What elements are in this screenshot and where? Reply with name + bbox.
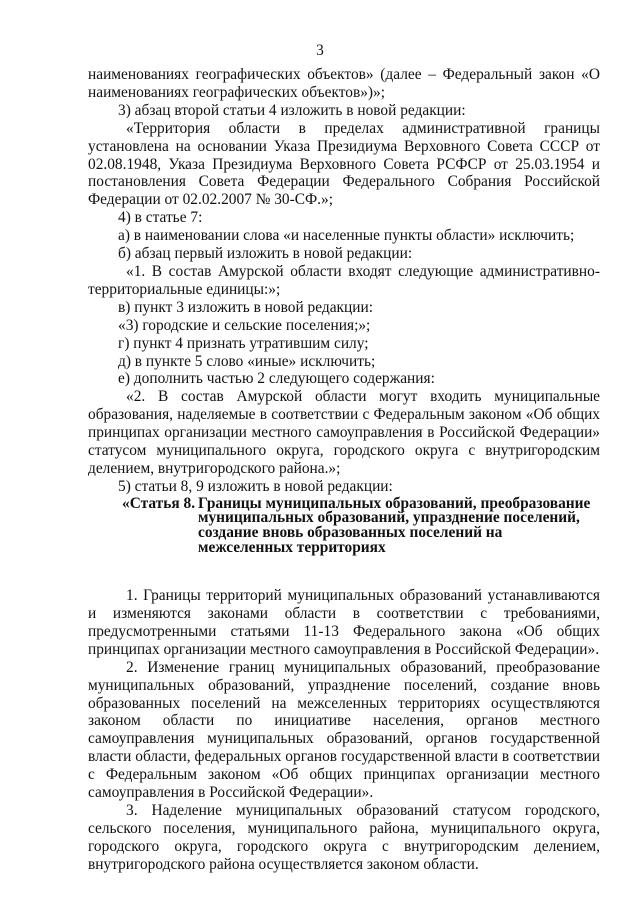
article-8-heading: [88, 494, 600, 556]
text-line: наименованиях географических объектов»)»;: [88, 83, 386, 101]
text-line: 3) абзац второй статьи 4 изложить в новой редакции:: [118, 101, 466, 119]
page-number: 3: [316, 42, 324, 59]
spacer: [88, 555, 600, 587]
text-line: в) пункт 3 изложить в новой редакции:: [118, 298, 374, 316]
article-8-title: Границы муниципальных образований, преобразование муниципальных образований, упразднение поселений, создание вновь образованных поселений на межселенных территориях: [198, 494, 591, 556]
text-line: наименованиях географических объектов» (далее – Федеральный закон «О: [88, 66, 600, 83]
text-line: 5) статьи 8, 9 изложить в новой редакции:: [118, 477, 393, 495]
paragraph-1: 1. Границы территорий муниципальных образований устанавливаются и изменяются законами области в соответствии с требованиями, предусмотренными статьями 11-13 Федерального закона «Об общих принципах организации местного самоуправления в Российской Федерации».: [88, 587, 600, 658]
text-line: е) дополнить частью 2 следующего содержания:: [118, 370, 435, 388]
text-line: б) абзац первый изложить в новой редакции:: [118, 245, 413, 263]
text-line: «3) городские и сельские поселения;»;: [118, 316, 371, 334]
text-line: а) в наименовании слова «и населенные пункты области» исключить;: [118, 227, 575, 245]
document-body: [88, 66, 600, 874]
paragraph-3: 3. Наделение муниципальных образований статусом городского, сельского поселения, муниципального района, муниципального округа, городского округа, городского округа с внутригородским делением, внутригородского района осуществляется законом области.: [88, 802, 600, 873]
text-line: 4) в статье 7:: [118, 209, 203, 227]
text-line: д) в пункте 5 слово «иные» исключить;: [118, 352, 376, 370]
quote-part2: «2. В состав Амурской области могут входить муниципальные образования, наделяемые в соответствии с Федеральным законом «Об общих принципах организации местного самоуправления в Российской Федерации» статусом муниципального округа, городского округа с внутригородским делением, внутригородского района.»;: [88, 388, 600, 477]
quote-territory: «Территория области в пределах административной границы установлена на основании Указа Президиума Верховного Совета СССР от 02.08.1948, Указа Президиума Верховного Совета РСФСР от 25.03.1954 и постановления Совета Федерации Федерального Собрания Российской Федерации от 02.02.2007 № 30-СФ.»;: [88, 119, 600, 209]
paragraph-2: 2. Изменение границ муниципальных образований, преобразование муниципальных образований, упразднение поселений, создание вновь образованных поселений на межселенных территориях осуществляются законом области по инициативе населения, органов местного самоуправления муниципальных образований, органов государственной власти области, федеральных органов государственной власти в соответствии с Федеральным законом «Об общих принципах организации местного самоуправления в Российской Федерации».: [88, 658, 600, 802]
article-8-label: «Статья 8.: [122, 494, 196, 512]
text-line: г) пункт 4 признать утратившим силу;: [118, 334, 369, 352]
quote-composition: «1. В состав Амурской области входят следующие административно-территориальные единицы:»;: [88, 262, 600, 298]
